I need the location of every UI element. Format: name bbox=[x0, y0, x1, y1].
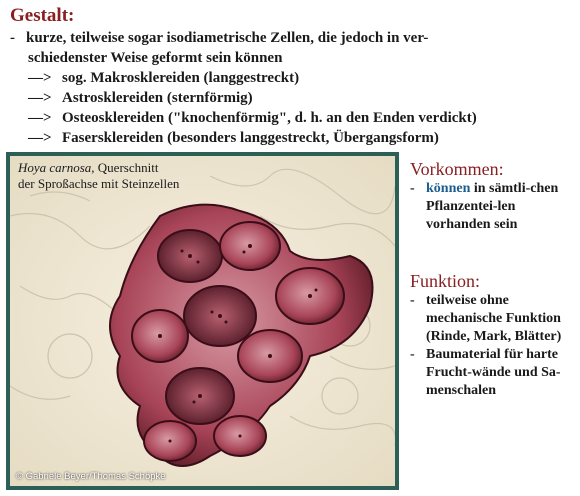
funktion-text: Baumaterial für harte Frucht-wände und Sa-menschalen bbox=[426, 347, 561, 398]
gestalt-text bbox=[10, 28, 570, 148]
type-item bbox=[10, 68, 570, 88]
gestalt-heading: Gestalt: bbox=[10, 5, 75, 26]
bullet: - bbox=[410, 181, 415, 196]
funktion-heading: Funktion: bbox=[410, 271, 481, 291]
funktion-text: teilweise ohne mechanische Funktion (Rinde, Mark, Blätter) bbox=[426, 293, 562, 344]
copyright-notice: © Gabriele Beyer/Thomas Schöpke bbox=[16, 471, 166, 482]
highlight-word: können bbox=[426, 181, 471, 196]
arrow-icon: —> bbox=[28, 70, 52, 86]
type-label: sog. Makrosklereiden (langgestreckt) bbox=[62, 70, 300, 86]
vorkommen-section bbox=[410, 160, 575, 234]
arrow-icon: —> bbox=[28, 130, 52, 146]
bullet: - bbox=[10, 30, 15, 46]
vorkommen-heading: Vorkommen: bbox=[410, 159, 504, 179]
gestalt-description-1: kurze, teilweise sogar isodiametrische Zellen, die jedoch in ver- bbox=[26, 30, 429, 46]
arrow-icon: —> bbox=[28, 90, 52, 106]
list-item bbox=[410, 346, 575, 400]
bullet: - bbox=[410, 293, 415, 308]
micrograph-frame bbox=[6, 152, 399, 490]
gestalt-line-2: schiedenster Weise geformt sein können bbox=[28, 50, 283, 66]
type-label: Fasersklereiden (besonders langgestreckt, Übergangsform) bbox=[62, 130, 439, 146]
type-label: Astrosklereiden (sternförmig) bbox=[62, 90, 253, 106]
type-item bbox=[10, 128, 570, 148]
gestalt-line-1 bbox=[10, 28, 570, 48]
caption-text: , Querschnitt bbox=[91, 160, 159, 175]
bullet: - bbox=[410, 347, 415, 362]
vorkommen-text: in sämtli-chen Pflanzentei-len vorhanden sein bbox=[426, 181, 559, 232]
species-name: Hoya carnosa bbox=[18, 160, 92, 175]
micrograph-image bbox=[10, 156, 395, 486]
list-item bbox=[410, 180, 575, 234]
arrow-icon: —> bbox=[28, 110, 52, 126]
caption-text-2: der Sproßachse mit Steinzellen bbox=[18, 176, 180, 191]
funktion-section bbox=[410, 272, 575, 400]
type-item bbox=[10, 108, 570, 128]
list-item bbox=[410, 292, 575, 346]
type-label: Osteosklereiden ("knochenförmig", d. h. an den Enden verdickt) bbox=[62, 110, 477, 126]
type-item bbox=[10, 88, 570, 108]
micrograph-caption bbox=[18, 160, 179, 192]
